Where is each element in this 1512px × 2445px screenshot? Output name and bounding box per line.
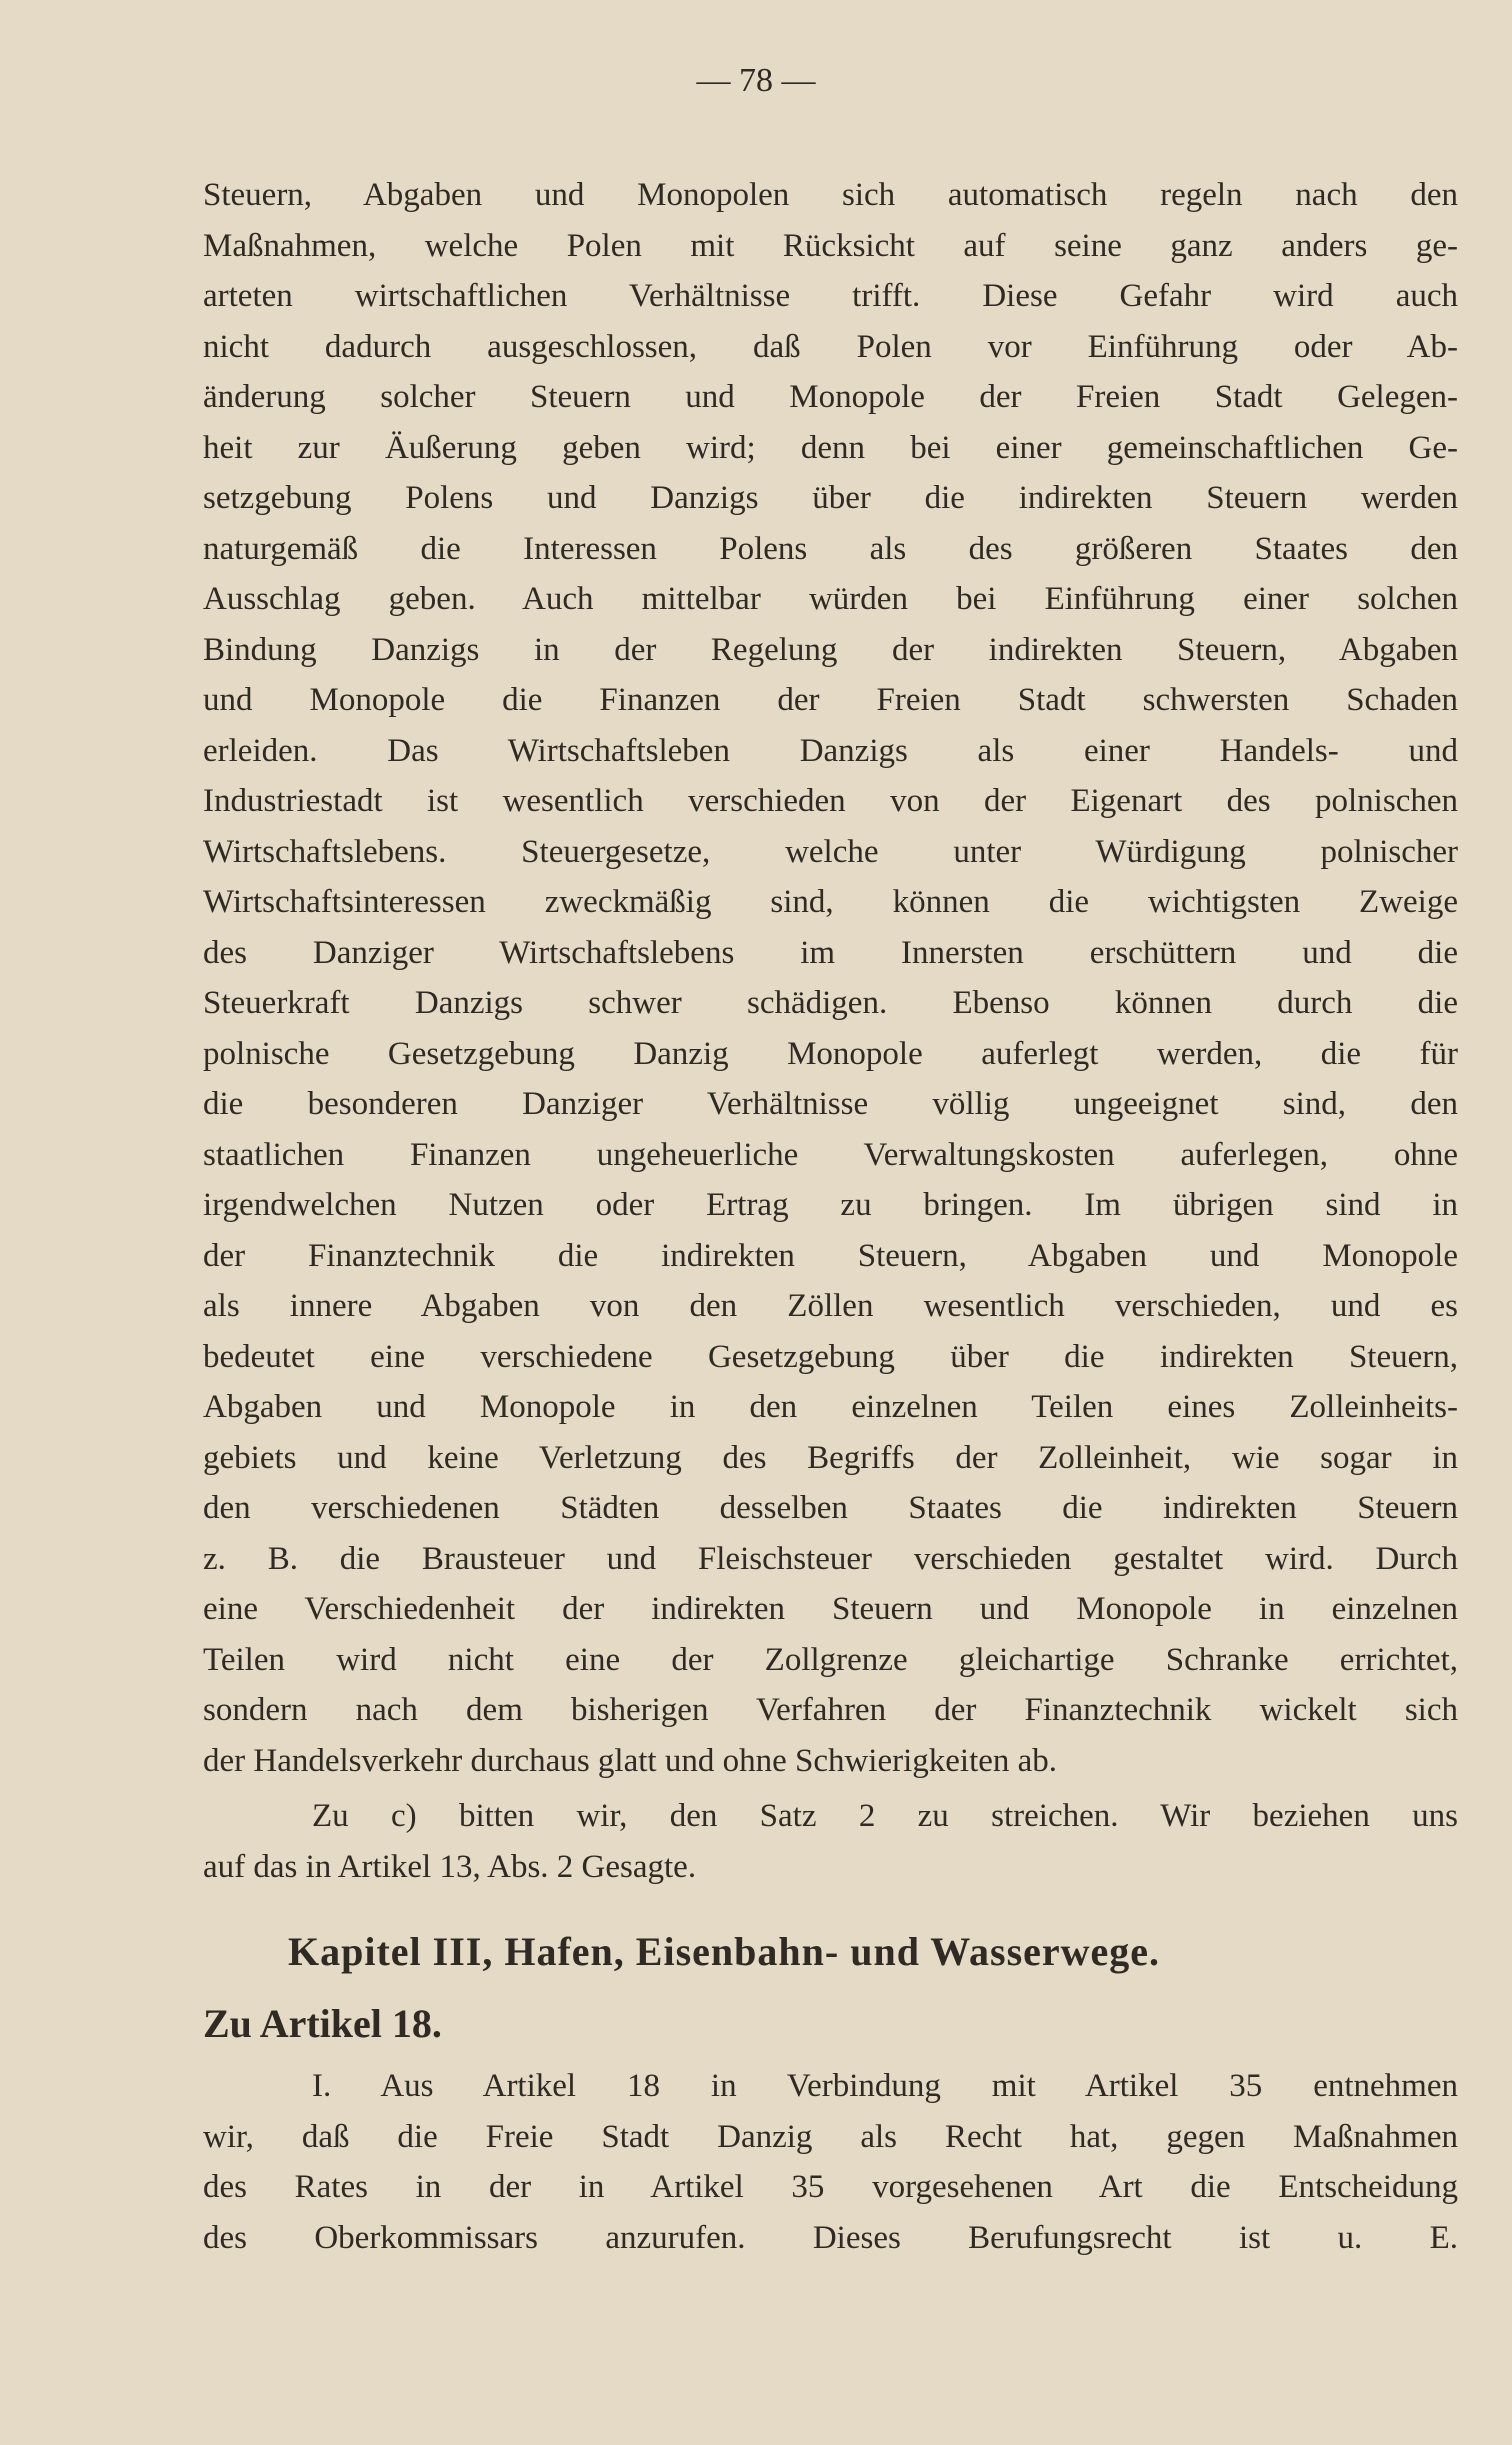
text-line: heit zur Äußerung geben wird; denn bei einer gemeinschaftlichen Ge- [203,429,1458,466]
text-line: Bindung Danzigs in der Regelung der indirekten Steuern, Abgaben [203,631,1458,668]
text-line: nicht dadurch ausgeschlossen, daß Polen vor Einführung oder Ab- [203,328,1458,365]
text-line: den verschiedenen Städten desselben Staates die indirekten Steuern [203,1490,1458,1526]
text-line: als innere Abgaben von den Zöllen wesentlich verschieden, und es [203,1288,1458,1324]
text-line: z. B. die Brausteuer und Fleischsteuer verschieden gestaltet wird. Durch [203,1540,1458,1577]
text-line: Industriestadt ist wesentlich verschieden von der Eigenart des polnischen [203,783,1458,819]
chapter-heading: Kapitel III, Hafen, Eisenbahn- und Wasserwege. [288,1929,1161,1974]
text-line: des Danziger Wirtschaftslebens im Innersten erschüttern und die [203,934,1458,971]
text-line: Teilen wird nicht eine der Zollgrenze gleichartige Schranke errichtet, [203,1641,1458,1678]
text-line: und Monopole die Finanzen der Freien Stadt schwersten Schaden [203,682,1458,718]
text-line: eine Verschiedenheit der indirekten Steuern und Monopole in einzelnen [203,1591,1458,1627]
text-line: der Finanztechnik die indirekten Steuern, Abgaben und Monopole [203,1237,1458,1274]
text-line: die besonderen Danziger Verhältnisse völlig ungeeignet sind, den [203,1086,1458,1122]
text-line: irgendwelchen Nutzen oder Ertrag zu bringen. Im übrigen sind in [203,1187,1458,1223]
paragraph-3 [203,2061,1458,2263]
paragraph-2 [203,1791,1458,1892]
text-line: sondern nach dem bisherigen Verfahren der Finanztechnik wickelt sich [203,1692,1458,1728]
text-line: Steuerkraft Danzigs schwer schädigen. Ebenso können durch die [203,985,1458,1021]
page-number: — 78 — [696,62,816,99]
text-line: gebiets und keine Verletzung des Begriffs der Zolleinheit, wie sogar in [203,1439,1458,1476]
text-line: Wirtschaftsinteressen zweckmäßig sind, können die wichtigsten Zweige [203,884,1458,920]
text-line: Steuern, Abgaben und Monopolen sich automatisch regeln nach den [203,177,1458,213]
text-line: Wirtschaftslebens. Steuergesetze, welche unter Würdigung polnischer [203,833,1458,870]
paragraph-1 [203,170,1458,1786]
text-line: I. Aus Artikel 18 in Verbindung mit Artikel 35 entnehmen [312,2068,1458,2104]
text-line: änderung solcher Steuern und Monopole der Freien Stadt Gelegen- [203,379,1458,415]
text-line: wir, daß die Freie Stadt Danzig als Recht hat, gegen Maßnahmen [203,2118,1458,2155]
text-line: erleiden. Das Wirtschaftsleben Danzigs als einer Handels- und [203,732,1458,769]
text-line: Abgaben und Monopole in den einzelnen Teilen eines Zolleinheits- [203,1389,1458,1425]
text-line: setzgebung Polens und Danzigs über die indirekten Steuern werden [203,480,1458,516]
text-line: bedeutet eine verschiedene Gesetzgebung über die indirekten Steuern, [203,1338,1458,1375]
section-heading: Zu Artikel 18. [203,2001,442,2046]
text-line: Ausschlag geben. Auch mittelbar würden bei Einführung einer solchen [203,581,1458,617]
text-line: des Oberkommissars anzurufen. Dieses Berufungsrecht ist u. E. [203,2219,1458,2256]
text-line: naturgemäß die Interessen Polens als des größeren Staates den [203,530,1458,567]
text-line: arteten wirtschaftlichen Verhältnisse trifft. Diese Gefahr wird auch [203,278,1458,314]
text-line: Zu c) bitten wir, den Satz 2 zu streichen. Wir beziehen uns [312,1798,1458,1834]
text-line: polnische Gesetzgebung Danzig Monopole auferlegt werden, die für [203,1035,1458,1072]
text-line: Maßnahmen, welche Polen mit Rücksicht auf seine ganz anders ge- [203,227,1458,264]
text-line: staatlichen Finanzen ungeheuerliche Verwaltungskosten auferlegen, ohne [203,1136,1458,1173]
text-line: auf das in Artikel 13, Abs. 2 Gesagte. [203,1848,697,1885]
text-line: der Handelsverkehr durchaus glatt und ohne Schwierigkeiten ab. [203,1742,1058,1779]
text-line: des Rates in der in Artikel 35 vorgesehenen Art die Entscheidung [203,2169,1458,2205]
